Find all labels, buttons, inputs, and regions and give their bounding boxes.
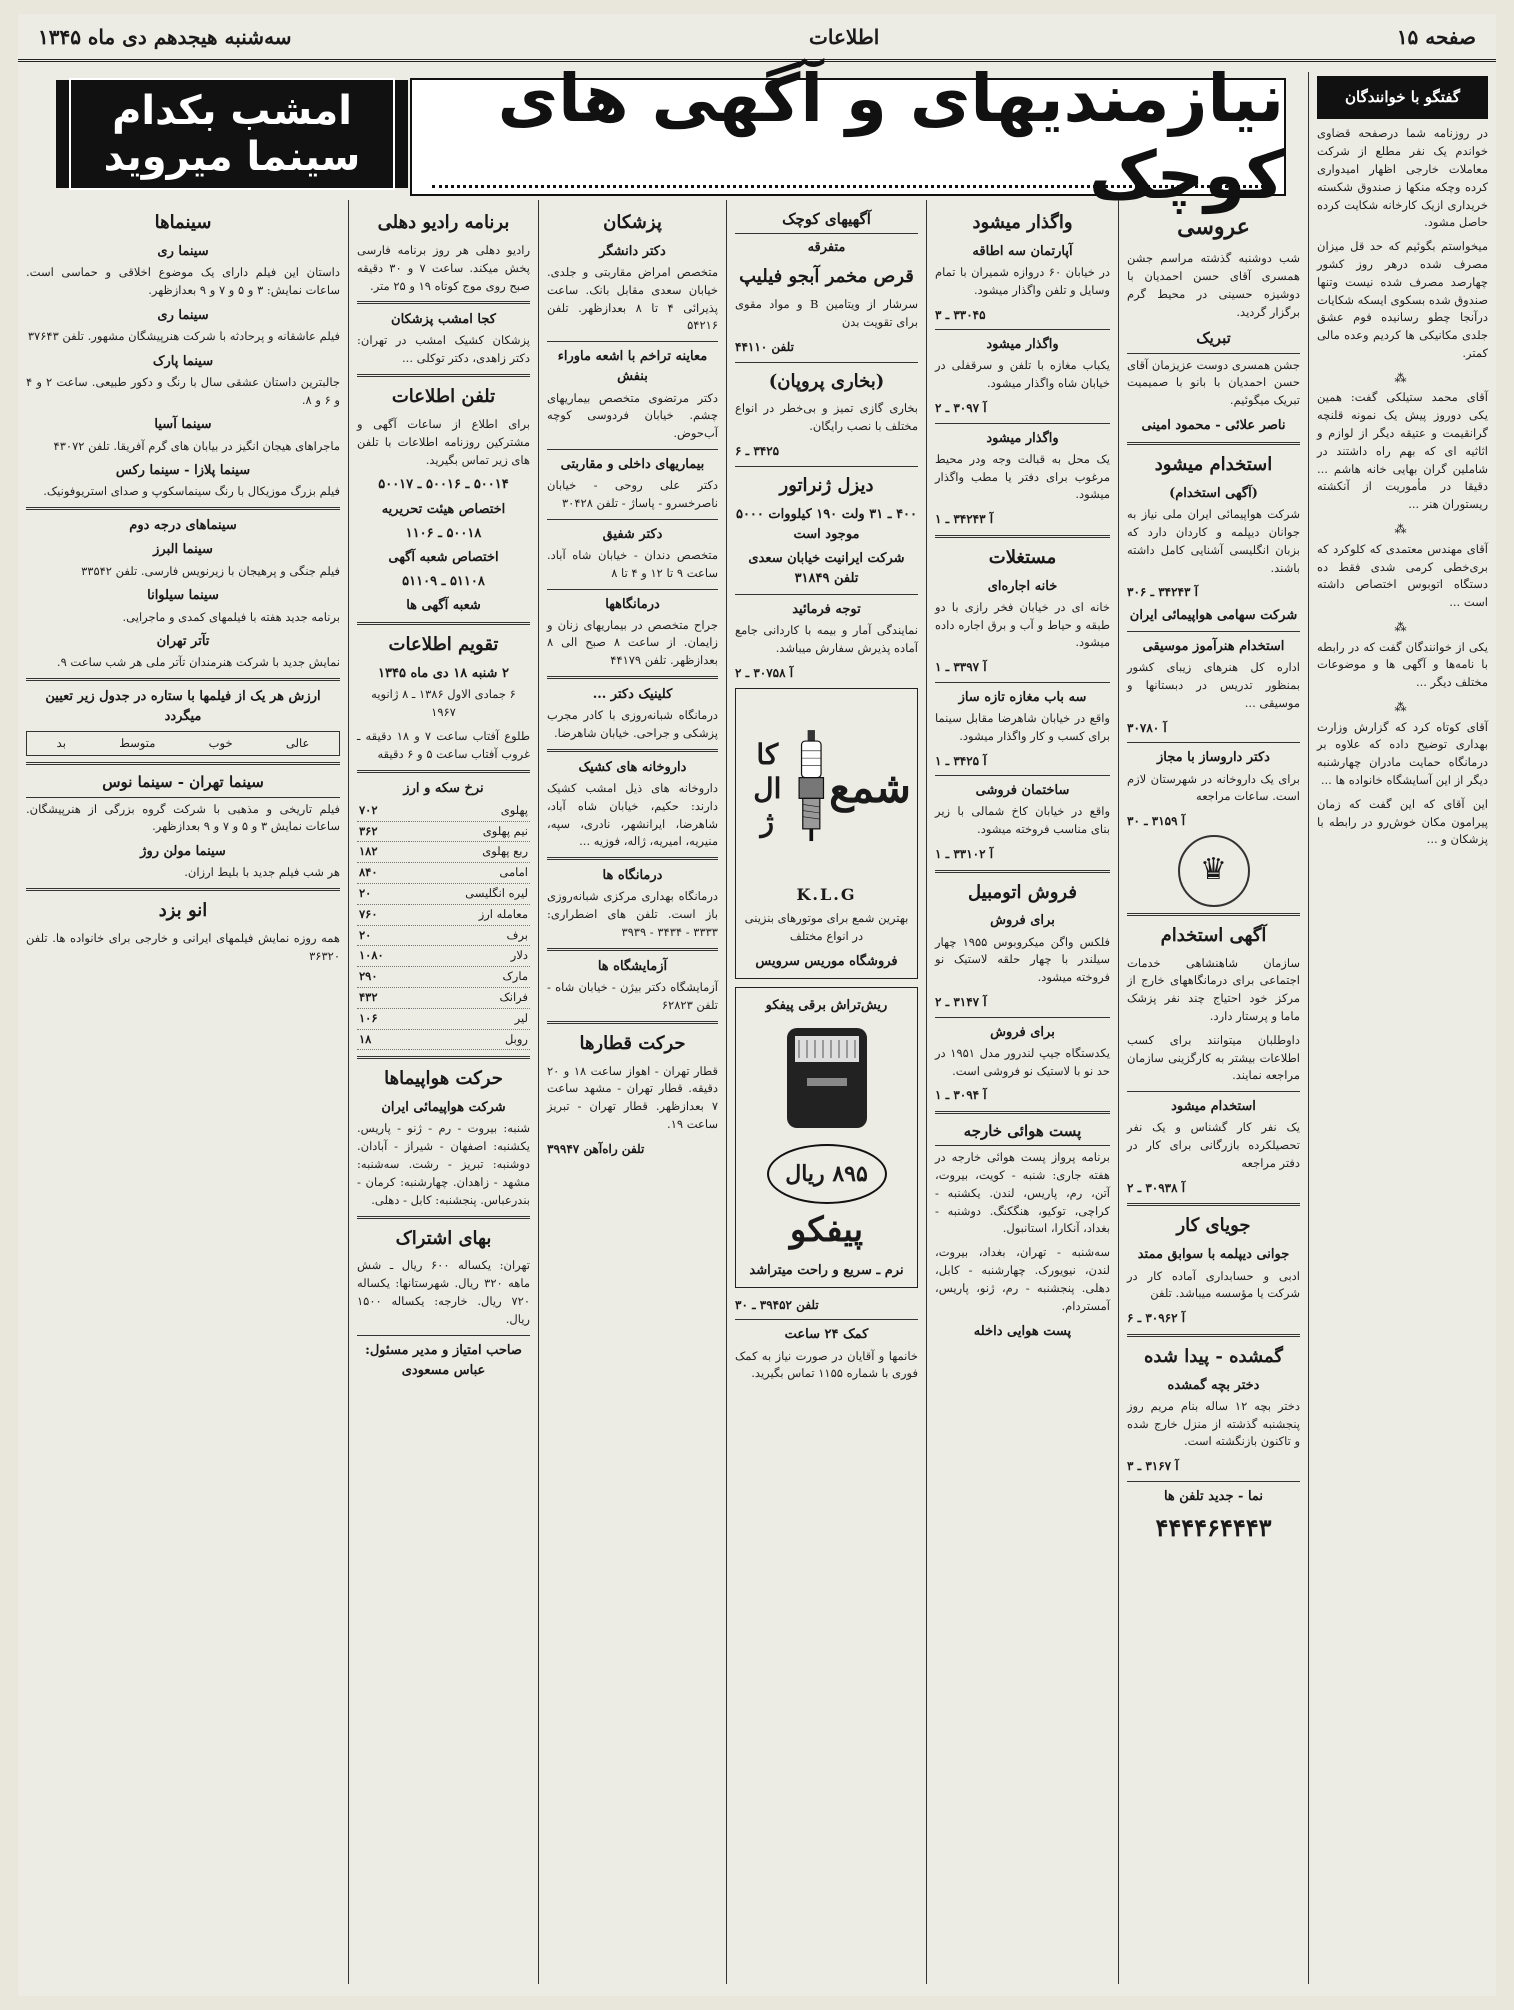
readers-intro: در روزنامه شما درصفحه قضاوی خواندم یک نفر مطلع از شرکت معاملات خارجی اظهار امیدواری کرده وچکه منکها ز صندوق شکسته خریداری ازیک کارخانه شکایت کرده حاصل مشود. — [1317, 126, 1488, 230]
coin-rate-row — [357, 1008, 530, 1029]
divider — [935, 1111, 1110, 1114]
divider — [357, 374, 530, 377]
employment-sub: (آگهی استخدام) — [1169, 486, 1258, 502]
coin-rate-row — [357, 863, 530, 884]
rating-average: متوسط — [119, 735, 156, 750]
coin-name: فرانک — [409, 988, 530, 1009]
doctor-2-title: معاینه تراخم با اشعه ماوراء بنفش — [557, 349, 708, 385]
rating-note: ارزش هر یک از فیلمها با ستاره در جدول زیر تعیین میگردد — [45, 689, 321, 725]
lost-found-title: گمشده - پیدا شده — [1143, 1345, 1284, 1367]
coin-name: دلار — [409, 946, 530, 967]
razor-brand: پیفکو — [789, 1209, 864, 1250]
separator-stars: ⁂ — [1394, 370, 1411, 385]
coin-value: ۲۹۰ — [357, 967, 409, 988]
separator-stars: ⁂ — [1394, 522, 1411, 537]
coin-name: روبل — [409, 1029, 530, 1050]
building-text: واقع در خیابان کاخ شمالی با زیر بنای مناسب فروخته میشود. — [935, 804, 1110, 837]
ads-branch-title: شعبه آگهی ها — [406, 598, 481, 614]
editorial-numbers: ۵۰۰۱۸ ـ ۱۱۰۶ — [405, 525, 482, 541]
yeast-pill-tel: تلفن ۴۴۱۱۰ — [735, 339, 794, 354]
doctor-4-text: متخصص دندان - خیابان شاه آباد. ساعت ۹ تا ۱۲ و ۴ تا ۸ — [547, 547, 718, 580]
ads-dept-title: اختصاص شعبه آگهی — [388, 549, 499, 565]
divider — [735, 362, 918, 363]
ads-dept-numbers: ۵۱۱۰۸ ـ ۵۱۱۰۹ — [402, 573, 485, 589]
generator-title: دیزل ژنراتور — [779, 474, 874, 496]
car-sale-1-text: فلکس واگن میکروبوس ۱۹۵۵ چهار سیلندر با چهار حلقه لاستیک نو فروخته میشود. — [935, 934, 1111, 985]
coin-rate-row — [357, 842, 530, 863]
cinema-5-title: سینما پلازا - سینما رکس — [115, 463, 251, 479]
coin-rate-row — [357, 1029, 530, 1050]
job-seek-tel: آ ۳۰۹۶۲ ـ ۶ — [1127, 1311, 1186, 1326]
razor-slogan: نرم ـ سریع و راحت میتراشد — [749, 1262, 904, 1278]
congrats-title: تبریک — [1127, 327, 1300, 353]
second-tier-title: سینماهای درجه دوم — [129, 518, 237, 534]
coin-value: ۱۸ — [357, 1029, 409, 1050]
realestate-title: مستغلات — [988, 546, 1057, 568]
apartment-title: آپارتمان سه اطاقه — [972, 243, 1073, 259]
pharmacist-tel: آ ۳۱۵۹ ـ ۳۰ — [1127, 814, 1186, 829]
domestic-post-title: پست هوایی داخله — [973, 1323, 1072, 1339]
editorial-title: اختصاص هیئت تحریریه — [381, 501, 506, 517]
plug-dealer: فروشگاه موریس سرویس — [755, 953, 898, 969]
radio-text: رادیو دهلی هر روز برنامه فارسی پخش میکند. ساعت ۷ و ۳۰ دقیقه صبح روی موج کوتاه ۱۹ و ۲۵ متر. — [357, 242, 530, 293]
readers-paragraph: آقای محمد ستیلکی گفت: همین یکی دوروز پیش یک نمونه قلنچه گرانقیمت و عتیقه دیگر از لوازم و اثاثیه ای که بهم راه داشتند در شاملین گران بهایی خانه هاشم ... دقیقا در مأموریت از آنکشته ریستوران هنر ... — [1317, 390, 1488, 512]
newspaper-page — [18, 14, 1496, 1996]
calendar-date: ۲ شنبه ۱۸ دی ماه ۱۳۴۵ — [378, 666, 509, 682]
rent-tel: آ ۳۳۹۷ ـ ۱ — [935, 660, 987, 675]
divider — [1127, 1481, 1300, 1482]
airline-title: شرکت سهامی هواپیمائی ایران — [1129, 608, 1298, 624]
shop-tel: آ ۳۰۹۷ ـ ۲ — [935, 401, 987, 416]
airmail-text: برنامه پرواز پست هوائی خارجه در هفته جاری: شنبه - کویت، بیروت، آتن، رم، پاریس، لندن. یکشنبه - کراچی، توکیو، هنگکنگ. دوشنبه - بغداد، آنکارا، استانبول. — [935, 1150, 1110, 1236]
coin-name: پهلوی — [409, 801, 530, 821]
hiring-ad-text: سازمان شاهنشاهی خدمات اجتماعی برای درمانگاههای خارج از مرکز خود احتیاج چند نفر پزشک ماما و پرستار دارد. — [1127, 955, 1300, 1024]
new-shop-text: واقع در خیابان شاهرضا مقابل سینما برای کسب و کار واگذار میشود. — [935, 710, 1110, 743]
divider — [357, 1056, 530, 1059]
tehran-cinemas-title: سینما تهران - سینما نوس — [26, 771, 340, 797]
publisher-note: صاحب امتیاز و مدیر مسئول: عباس مسعودی — [365, 1342, 522, 1378]
separator-stars: ⁂ — [1394, 619, 1411, 634]
rent-title: خانه اجاره‌ای — [987, 578, 1058, 594]
divider — [357, 1335, 530, 1336]
divider — [1127, 1334, 1300, 1337]
divider — [357, 770, 530, 773]
cinema-2-title: سینما ری — [157, 307, 209, 323]
divider — [1127, 742, 1300, 743]
coin-name: امامی — [409, 863, 530, 884]
job-seek-title: جویای کار — [1176, 1215, 1251, 1237]
divider — [935, 682, 1110, 683]
doctor-3-text: دکتر علی روحی - خیابان ناصرخسرو - پاساژ - تلفن ۳۰۴۲۸ — [547, 478, 718, 510]
divider — [26, 507, 340, 510]
anz-title: انو بزد — [158, 900, 208, 922]
rating-great: عالی — [285, 735, 310, 750]
yeast-pill-title: قرص مخمر آبجو فیلیپ — [739, 266, 914, 288]
notice-title: توجه فرمائید — [792, 602, 861, 618]
labs-text: آزمایشگاه دکتر بیژن - خیابان شاه - تلفن ۶۲۸۲۳ — [547, 979, 718, 1012]
readers-paragraph: این آقای که این گفت که زمان پیرامون مکان خوش‌رو در رابطه با پزشکان و ... — [1317, 796, 1488, 847]
divider — [935, 535, 1110, 538]
plug-model: K.L.G — [796, 885, 857, 905]
doctor-5-title: درمانگاهها — [605, 596, 660, 612]
helper-title: کمک ۲۴ ساعت — [784, 1327, 869, 1343]
cinema-4-text: ماجراهای هیجان انگیز در بیابان های گرم آفریقا. تلفن ۴۳۰۷۲ — [53, 438, 340, 453]
coin-name: ربع پهلوی — [409, 842, 530, 863]
coin-value: ۸۴۰ — [357, 863, 409, 884]
divider — [547, 676, 718, 679]
flights-company: شرکت هواپیمائی ایران — [381, 1100, 506, 1116]
info-phone-numbers: ۵۰۰۱۴ ـ ۵۰۰۱۶ ـ ۵۰۰۱۷ — [378, 477, 509, 493]
heater-title: (بخاری پروپان) — [768, 370, 885, 392]
calendar-sun: طلوع آفتاب ساعت ۷ و ۱۸ دقیقه ـ غروب آفتاب ساعت ۵ و ۶ دقیقه — [357, 728, 530, 761]
contact-title: نما - جدید تلفن ها — [1163, 1488, 1264, 1504]
night-doctors-title: کجا امشب پزشکان — [391, 312, 496, 328]
rating-good: خوب — [208, 735, 233, 750]
plug-brand: شمع — [829, 763, 911, 813]
divider — [547, 341, 718, 342]
divider — [735, 1319, 918, 1320]
divider — [1127, 1091, 1300, 1092]
plug-text: بهترین شمع برای موتورهای بنزینی در انواع مختلف — [744, 911, 909, 944]
cinema-4-title: سینما آسیا — [154, 417, 212, 433]
hiring-ad-title: آگهی استخدام — [1160, 924, 1267, 946]
razor-ad — [735, 987, 918, 1288]
cinema-2-text: فیلم عاشقانه و پرحادثه با شرکت هنرپیشگان مشهور. تلفن ۳۷۶۴۳ — [27, 328, 340, 343]
coin-value: ۷۶۰ — [357, 904, 409, 925]
plug-letters: کا ال ژ — [753, 738, 782, 839]
coin-rate-row — [357, 967, 530, 988]
rating-legend — [26, 731, 340, 757]
coin-rate-row — [357, 883, 530, 904]
column-services — [348, 200, 538, 1984]
page-header — [18, 14, 1496, 62]
coin-value: ۳۶۲ — [357, 821, 409, 842]
coin-name: مارک — [409, 967, 530, 988]
readers-paragraph: آقای کوتاه کرد که گزارش وزارت بهداری توضیح داده که علاوه بر درمانگاه حمایت مادران چهارشنبه دیگر از این آسایشگاه خانواده ها ... — [1317, 719, 1488, 787]
coin-value: ۱۰۸۰ — [357, 946, 409, 967]
coin-value: ۴۳۲ — [357, 988, 409, 1009]
hired-text: یک نفر کار گشناس و یک نفر تحصیلکرده بازرگانی برای کار در دفتر مراجعه — [1127, 1120, 1300, 1171]
helper-text: خانمها و آقایان در صورت نیاز به کمک فوری با شماره ۱۱۵۵ تماس بگیرید. — [735, 1348, 918, 1381]
calendar-date-2: ۶ جمادی الاول ۱۳۸۶ ـ ۸ ژانویه ۱۹۶۷ — [371, 687, 516, 720]
contact-phone: ۴۴۴۴۶۴۴۴۳ — [1155, 1512, 1272, 1542]
airmail-text-2: سه‌شنبه - تهران، بغداد، بیروت، لندن، نیویورک. چهارشنبه - کابل، دهلی. پنجشنبه - رم، ژنو، پاریس، آمستردام. — [935, 1245, 1110, 1313]
coin-name: لیر — [409, 1008, 530, 1029]
column-doctors — [538, 200, 726, 1984]
music-text: اداره کل هنرهای زیبای کشور بمنظور تدریس در دبستانها و موسیقی ... — [1127, 660, 1300, 710]
pharmacies-title: داروخانه های کشیک — [578, 759, 687, 775]
coin-value: ۱۰۶ — [357, 1008, 409, 1029]
trains-tel: تلفن راه‌آهن ۳۹۹۴۷ — [547, 1141, 645, 1156]
coin-name: نیم پهلوی — [409, 821, 530, 842]
doctors-title: پزشکان — [603, 212, 662, 233]
trains-title: حرکت قطارها — [579, 1032, 686, 1054]
coin-name: لیره انگلیسی — [409, 883, 530, 904]
car-sale-2-title: برای فروش — [990, 1024, 1055, 1040]
yeast-pill-text: سرشار از ویتامین B و مواد مقوی برای تقویت بدن — [735, 297, 918, 330]
doctor-1-text: متخصص امراض مقاربتی و جلدی. خیابان سعدی مقابل بانک. ساعت پذیرائی ۴ تا ۸ بعدازظهر. تلفن ۵۴۲۱۶ — [547, 265, 718, 333]
coin-name: معامله ارز — [409, 904, 530, 925]
coin-rate-row — [357, 946, 530, 967]
divider — [26, 762, 340, 765]
car-sale-2-text: یکدستگاه جیپ لندرور مدل ۱۹۵۱ در حد نو با لاستیک نو فروشی است. — [935, 1045, 1110, 1078]
coin-rate-row — [357, 821, 530, 842]
transfer-title: واگذار میشود — [972, 212, 1073, 233]
tonight-cinema-box — [56, 80, 408, 188]
shave-tel: تلفن ۳۹۴۵۲ ـ ۳۰ — [735, 1297, 819, 1312]
cinema-7-title: سینما البرز — [153, 542, 213, 558]
music-title: استخدام هنرآموز موسیقی — [1142, 639, 1285, 655]
job-seek-sub: جوانی دیپلمه با سوابق ممتد — [1137, 1247, 1290, 1263]
divider — [357, 301, 530, 304]
divider — [547, 519, 718, 520]
divider — [547, 749, 718, 752]
cinema-8-title: سینما سیلوانا — [147, 588, 219, 604]
hired-tel: آ ۳۰۹۳۸ ـ ۲ — [1127, 1180, 1186, 1195]
hospitals-text: درمانگاه بهداری مرکزی شبانه‌روزی باز است. تلفن های اضطراری: ۳۳۳۳ - ۳۴۳۴ - ۳۹۳۹ — [547, 889, 718, 940]
new-shop-title: سه باب مغازه تازه ساز — [958, 689, 1087, 705]
clinic-text: درمانگاه شبانه‌روزی با کادر مجرب پزشکی و جراحی. خیابان شاهرضا. — [547, 708, 718, 741]
tehran-cinemas-text: فیلم تاریخی و مذهبی با شرکت گروه بزرگی از هنرپیشگان. ساعات نمایش ۳ و ۵ و ۷ و ۹ بعدازظهر. — [26, 801, 340, 834]
lost-found-sub: دختر بچه گمشده — [1167, 1377, 1260, 1393]
divider — [935, 1017, 1110, 1018]
wedding-text: شب دوشنبه گذشته مراسم جشن همسری آقای حسن احمدیان با دوشیزه حسینی در محیط گرم برگزار گردید. — [1127, 251, 1300, 319]
coin-rate-row — [357, 925, 530, 946]
divider — [357, 622, 530, 625]
anz-text: همه روزه نمایش فیلمهای ایرانی و خارجی برای خانواده ها. تلفن ۳۶۳۲۰ — [26, 931, 340, 963]
apartment-text: در خیابان ۶۰ دروازه شمیران با تمام وسایل و تلفن واگذار میشود. — [935, 265, 1110, 297]
divider — [547, 857, 718, 860]
transfer2-tel: آ ۳۴۲۴۳ ـ ۱ — [935, 512, 994, 527]
divider — [935, 329, 1110, 330]
banner-underline — [432, 185, 1264, 188]
notice-text: نمایندگی آمار و بیمه با کاردانی جامع آماده پذیرش سفارش میباشد. — [735, 623, 918, 656]
cinema-8-text: برنامه جدید هفته با فیلمهای کمدی و ماجرایی. — [122, 609, 340, 624]
doctor-4-title: دکتر شفیق — [602, 526, 663, 542]
employment-tel: آ ۳۴۲۴۳ ـ ۳۰۶ — [1127, 585, 1198, 600]
divider — [1127, 1203, 1300, 1206]
column-property-cars — [926, 200, 1118, 1984]
generator-text: ۴۰۰ ـ ۳۱ ولت ۱۹۰ کیلووات ۵۰۰۰ موجود است — [735, 506, 918, 542]
congrats-text: جشن همسری دوست عزیزمان آقای حسن احمدیان با بانو با صمیمیت تبریک میگوئیم. — [1127, 357, 1300, 408]
hired-title: استخدام میشود — [1171, 1099, 1256, 1115]
radio-title: برنامه رادیو دهلی — [377, 212, 510, 233]
transfer2-title: واگذار میشود — [986, 430, 1059, 446]
pharmacist-text: برای یک داروخانه در شهرستان لازم است. ساعات مراجعه — [1127, 771, 1300, 804]
divider — [935, 870, 1110, 873]
congrats-sign: ناصر علائی - محمود امینی — [1141, 418, 1286, 434]
calendar-title: تقویم اطلاعات — [388, 634, 499, 656]
car-sale-title: فروش اتومبیل — [968, 881, 1077, 903]
column-cinemas — [18, 200, 348, 1984]
readers-paragraph: آقای مهندس معتمدی که کلوکرد که بری‌خطی کرمی شدی فقط ده دستگاه اتوبوس اختصاص داشته است ... — [1317, 541, 1488, 610]
airmail-title: پست هوائی خارجه — [935, 1120, 1110, 1146]
info-phone-text: برای اطلاع از ساعات آگهی و مشترکین روزنامه اطلاعات با تلفن های زیر تماس بگیرید. — [357, 416, 530, 467]
rent-text: خانه ای در خیابان فخر رازی با دو طبقه و حیاط و آب و برق اجاره داده میشود. — [935, 599, 1110, 650]
coin-value: ۷۰۲ — [357, 801, 409, 821]
coin-name: برف — [409, 925, 530, 946]
banner-title: نیازمندیهای و آگهی های کوچک — [497, 60, 1284, 214]
new-shop-tel: آ ۳۴۲۵ ـ ۱ — [935, 753, 987, 768]
lost-found-text: دختر بچه ۱۲ ساله بنام مریم روز پنجشنبه گذشته از منزل خارج شده و تاکنون بازنگشته است. — [1127, 1398, 1300, 1449]
shop-text: یکباب مغازه با تلفن و سرقفلی در خیابان شاه واگذار میشود. — [935, 358, 1110, 391]
moulin-rouge-title: سینما مولن روژ — [140, 844, 226, 860]
lost-found-tel: آ ۳۱۶۷ ـ ۳ — [1127, 1459, 1179, 1474]
electric-razor-icon — [767, 1018, 887, 1138]
building-tel: آ ۳۳۱۰۲ ـ ۱ — [935, 846, 994, 861]
doctor-5-text: جراح متخصص در بیماریهای زنان و زایمان. از ساعت ۸ صبح الی ۸ بعدازظهر. تلفن ۴۴۱۷۹ — [547, 617, 718, 668]
employment-title: استخدام میشود — [1154, 454, 1273, 476]
readers-paragraph: میخواستم بگوئیم که حد قل میزان مصرف شده درهر روز کشور چهارصد مصرف شده نیست وتنها صندوق شده بسکوی ایسکه شکایات درآنجا چطو رسانیده فوم عشق جلدی مکانیکی ها کردیم وعده مالی کمتر. — [1316, 239, 1488, 360]
wedding-title: عروسی — [1177, 214, 1250, 240]
coin-rate-row — [357, 801, 530, 821]
column-small-ads — [726, 200, 926, 1984]
divider — [357, 1216, 530, 1219]
coin-value: ۲۰ — [357, 883, 409, 904]
heater-tel: ۳۴۲۵ ـ ۶ — [735, 444, 780, 459]
apartment-tel: ۳۳۰۴۵ ـ ۳ — [935, 307, 986, 322]
divider — [547, 449, 718, 450]
cinema-1-title: سینما ری — [157, 243, 209, 259]
music-tel: آ ۳۰۷۸۰ — [1127, 720, 1167, 735]
cinema-3-title: سینما پارک — [152, 353, 214, 369]
cinema-7-text: فیلم جنگی و پرهیجان با زیرنویس فارسی. تلفن ۳۳۵۴۲ — [81, 563, 340, 578]
spark-plug-icon — [793, 693, 830, 883]
razor-ad-headline: ریش‌تراش برقی پیفکو — [765, 997, 888, 1013]
column-readers-talk — [1308, 72, 1496, 1984]
doctor-2-text: دکتر مرتضوی متخصص بیماریهای چشم. خیابان فردوسی کوچه آب‌حوض. — [547, 390, 718, 441]
job-seek-text: ادبی و حسابداری آماده کار در شرکت یا مؤسسه میباشد. تلفن — [1127, 1268, 1300, 1301]
flights-title: حرکت هواپیماها — [384, 1068, 503, 1090]
info-phone-title: تلفن اطلاعات — [391, 386, 496, 408]
doctor-1-title: دکتر دانشگر — [599, 243, 666, 259]
divider — [1127, 631, 1300, 632]
trains-text: قطار تهران - اهواز ساعت ۱۸ و ۲۰ دقیقه. قطار تهران - مشهد ساعت ۷ بعدازظهر. قطار تهران - تبریز ساعت ۱۹. — [547, 1063, 718, 1131]
coin-value: ۱۸۲ — [357, 842, 409, 863]
cinema-3-text: جالبترین داستان عشقی سال با رنگ و دکور طبیعی. ساعت ۲ و ۴ و ۶ و ۸. — [26, 374, 340, 407]
moulin-rouge-text: هر شب فیلم جدید با بلیط ارزان. — [184, 865, 340, 880]
classified-banner — [410, 60, 1286, 214]
employment-text: شرکت هواپیمائی ایران ملی نیاز به جوانان دیپلمه و کاردان دارد که بزبان انگلیسی آشنایی کامل داشته باشند. — [1127, 507, 1300, 575]
transfer2-text: یک محل به قبالت وجه ودر محیط مرغوب برای دفتر یا مطب واگذار میشود. — [935, 451, 1110, 502]
readers-paragraph: یکی از خوانندگان گفت که در رابطه با نامه‌ها و آگهی ها و موضوعات مختلف دیگر ... — [1317, 639, 1488, 690]
night-doctors-text: پزشکان کشیک امشب در تهران: دکتر زاهدی، دکتر توکلی ... — [357, 333, 530, 366]
tonight-cinema-title: امشب بکدام سینما میروید — [69, 78, 394, 190]
pharmacist-title: دکتر داروساز با مجاز — [1157, 750, 1270, 766]
clinic-title: کلینیک دکتر ... — [592, 687, 673, 703]
theater-title: تآتر تهران — [156, 634, 210, 650]
hiring-ad-text-2: داوطلبان میتوانند برای کسب اطلاعات بیشتر به کارگزینی سازمان مراجعه نمایند. — [1127, 1032, 1300, 1083]
readers-logo: گفتگو با خوانندگان — [1317, 76, 1488, 119]
coin-rate-row — [357, 904, 530, 925]
theater-text: نمایش جدید با شرکت هنرمندان تآتر ملی هر شب ساعت ۹. — [56, 655, 340, 670]
divider — [935, 423, 1110, 424]
hospitals-title: درمانگاه ها — [602, 868, 663, 884]
coin-rates-table — [357, 801, 530, 1051]
crown-emblem-icon: ♛ — [1178, 835, 1250, 907]
heater-text: بخاری گازی تمیز و بی‌خطر در انواع مختلف با نصب رایگان. — [735, 401, 918, 434]
divider — [735, 594, 918, 595]
car-sale-1-title: برای فروش — [990, 913, 1055, 929]
building-title: ساختمان فروشی — [975, 783, 1070, 799]
divider — [735, 466, 918, 467]
column-social-employment — [1118, 200, 1308, 1984]
page-number: صفحه ۱۵ — [1396, 24, 1476, 49]
divider — [26, 678, 340, 681]
paper-name: اطلاعات — [809, 24, 880, 49]
car-sale-2-tel: آ ۳۰۹۴ ـ ۱ — [935, 1088, 987, 1103]
spark-plug-ad — [735, 688, 918, 979]
separator-stars: ⁂ — [1394, 699, 1411, 714]
subscription-text: تهران: یکساله ۶۰۰ ریال ـ شش ماهه ۳۲۰ ریال. شهرستانها: یکساله ۷۲۰ ریال. خارجه: یکساله ۱۵۰۰ ریال. — [357, 1258, 530, 1326]
notice-tel: آ ۳۰۷۵۸ ـ ۲ — [735, 665, 794, 680]
cinema-5-text: فیلم بزرگ موزیکال با رنگ سینماسکوپ و صدای استریوفونیک. — [43, 484, 340, 499]
pharmacies-text: داروخانه های ذیل امشب کشیک دارند: حکیم، خیابان شاه آباد، شاهرضا، ایرانشهر، نادری، سپه، منیریه، امیریه، ژاله، فوزیه ... — [547, 781, 718, 849]
divider — [1127, 442, 1300, 445]
divider — [547, 1021, 718, 1024]
cinema-1-text: داستان این فیلم دارای یک موضوع اخلاقی و حماسی است. ساعات نمایش: ۳ و ۵ و ۷ و ۹ بعدازظهر. — [26, 265, 340, 297]
divider — [547, 589, 718, 590]
razor-price: ۸۹۵ ریال — [767, 1144, 887, 1204]
flights-text: شنبه: بیروت - رم - ژنو - پاریس. یکشنبه: اصفهان - شیراز - آبادان. دوشنبه: تبریز - رشت. سه‌شنبه: مشهد - زاهدان. چهارشنبه: کرمان - بندرعباس. پنجشنبه: کابل - دهلی. — [357, 1121, 530, 1207]
coin-rate-row — [357, 988, 530, 1009]
divider — [547, 948, 718, 951]
date-line: سه‌شنبه هیجدهم دی ماه ۱۳۴۵ — [38, 24, 292, 49]
generator-company: شرکت ایرانیت خیابان سعدی تلفن ۳۱۸۴۹ — [748, 550, 905, 586]
divider — [1127, 913, 1300, 916]
shop-title: واگذار میشود — [986, 337, 1059, 353]
rating-bad: بد — [56, 735, 66, 750]
car-sale-1-tel: آ ۳۱۴۷ ـ ۲ — [935, 995, 987, 1010]
divider — [26, 888, 340, 891]
misc-title: متفرقه — [807, 240, 846, 256]
coin-value: ۲۰ — [357, 925, 409, 946]
divider — [935, 775, 1110, 776]
coin-rates-title: نرخ سکه و ارز — [403, 780, 484, 796]
cinemas-title: سینماها — [154, 212, 212, 233]
labs-title: آزمایشگاه ها — [597, 958, 668, 974]
subscription-title: بهای اشتراک — [395, 1227, 492, 1249]
doctor-3-title: بیماریهای داخلی و مقاربتی — [560, 457, 705, 472]
small-ads-title: آگهیهای کوچک — [735, 208, 918, 234]
